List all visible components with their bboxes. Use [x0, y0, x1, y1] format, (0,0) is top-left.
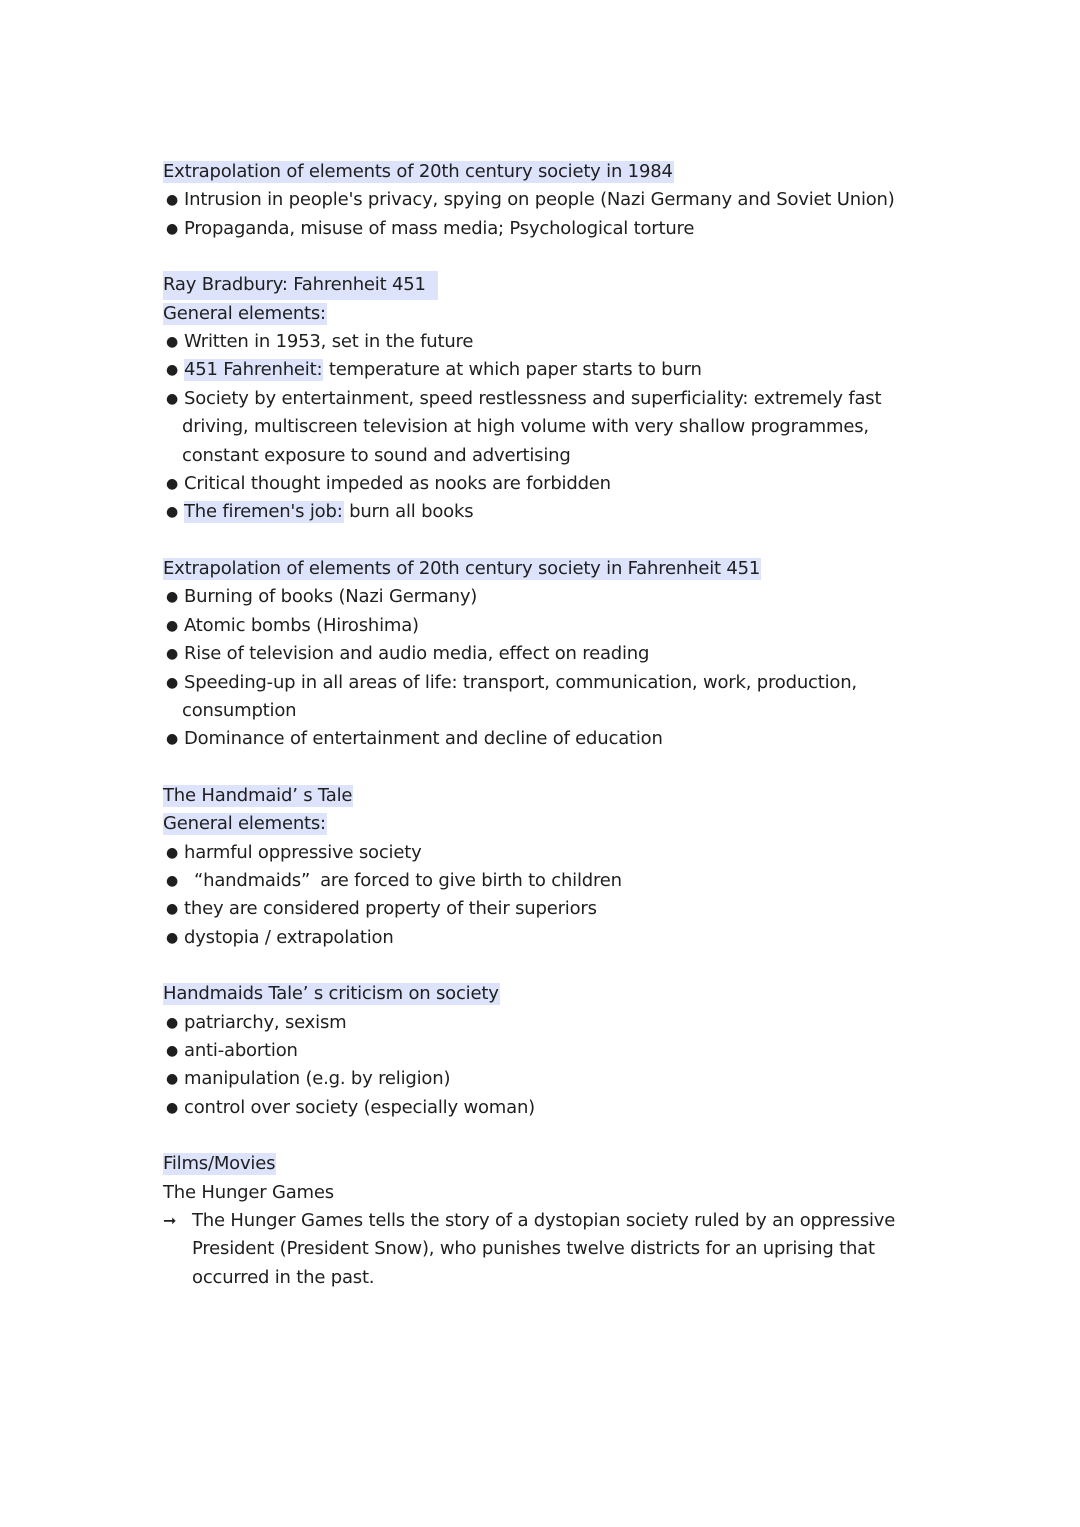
bullet-icon: ●	[166, 901, 179, 918]
bullet-list	[163, 1009, 963, 1123]
list-item: ● control over society (especially woman)	[163, 1094, 963, 1122]
list-item: ● harmful oppressive society	[163, 839, 963, 867]
bullet-icon: ●	[166, 334, 179, 351]
section-fahrenheit-extrapolation	[163, 555, 963, 754]
film-description: ➞ The Hunger Games tells the story of a dystopian society ruled by an oppressive President (President Snow), who punishes twelve districts for an uprising that occurred in the past.	[163, 1207, 963, 1292]
bullet-icon: ●	[166, 362, 179, 379]
list-item: ● Intrusion in people's privacy, spying on people (Nazi Germany and Soviet Union)	[163, 186, 963, 214]
section-handmaids-general	[163, 782, 963, 952]
bullet-list	[163, 328, 963, 527]
bullet-icon: ●	[166, 1042, 179, 1059]
list-item: ● Dominance of entertainment and decline of education	[163, 725, 963, 753]
section-handmaids-criticism	[163, 980, 963, 1122]
bullet-list	[163, 839, 963, 953]
list-item: ● Society by entertainment, speed restlessness and superficiality: extremely fast driving, multiscreen television at high volume with very shallow programmes, constant exposure to sound and advertising	[163, 385, 963, 470]
list-item: ● Written in 1953, set in the future	[163, 328, 963, 356]
bullet-icon: ●	[166, 844, 179, 861]
list-item: ● they are considered property of their superiors	[163, 895, 963, 923]
section-subheading: General elements:	[163, 813, 326, 835]
bullet-icon: ●	[166, 1014, 179, 1031]
highlighted-term: 451 Fahrenheit:	[184, 359, 323, 381]
section-heading: Extrapolation of elements of 20th century society in Fahrenheit 451	[163, 557, 761, 579]
section-heading: Extrapolation of elements of 20th century society in 1984	[163, 161, 673, 182]
section-heading: Handmaids Tale’ s criticism on society	[163, 983, 499, 1005]
list-item: ● Speeding-up in all areas of life: transport, communication, work, production, consumption	[163, 669, 963, 726]
bullet-icon: ●	[166, 617, 179, 634]
section-1984-extrapolation	[163, 158, 963, 243]
bullet-icon: ●	[166, 1099, 179, 1116]
list-item: ● “handmaids” are forced to give birth to children	[163, 867, 963, 895]
bullet-icon: ●	[166, 390, 179, 407]
bullet-list	[163, 186, 963, 243]
list-item: ● Propaganda, misuse of mass media; Psychological torture	[163, 215, 963, 243]
section-heading: The Handmaid’ s Tale	[163, 784, 353, 806]
section-fahrenheit-general	[163, 271, 963, 527]
list-item: ● The firemen's job: burn all books	[163, 498, 963, 526]
list-item: ● patriarchy, sexism	[163, 1009, 963, 1037]
section-heading: Films/Movies	[163, 1153, 276, 1175]
arrow-right-icon: ➞	[163, 1211, 177, 1230]
film-title: The Hunger Games	[163, 1181, 334, 1203]
list-item: ● manipulation (e.g. by religion)	[163, 1065, 963, 1093]
list-item: ● 451 Fahrenheit: temperature at which paper starts to burn	[163, 356, 963, 384]
bullet-icon: ●	[166, 1071, 179, 1088]
list-item: ● Critical thought impeded as nooks are forbidden	[163, 470, 963, 498]
bullet-icon: ●	[166, 872, 179, 889]
bullet-icon: ●	[166, 674, 179, 691]
bullet-icon: ●	[166, 192, 179, 209]
bullet-icon: ●	[166, 646, 179, 663]
list-item: ● Burning of books (Nazi Germany)	[163, 583, 963, 611]
bullet-icon: ●	[166, 220, 179, 237]
bullet-icon: ●	[166, 731, 179, 748]
bullet-icon: ●	[166, 589, 179, 606]
bullet-icon: ●	[166, 504, 179, 521]
bullet-list	[163, 583, 963, 753]
section-heading: Ray Bradbury: Fahrenheit 451	[163, 271, 438, 299]
bullet-icon: ●	[166, 929, 179, 946]
highlighted-term: The firemen's job:	[184, 501, 343, 523]
list-item: ● dystopia / extrapolation	[163, 924, 963, 952]
document-page	[163, 158, 963, 1292]
list-item: ● Atomic bombs (Hiroshima)	[163, 612, 963, 640]
list-item: ● Rise of television and audio media, effect on reading	[163, 640, 963, 668]
bullet-icon: ●	[166, 476, 179, 493]
section-films	[163, 1150, 963, 1292]
section-subheading: General elements:	[163, 302, 326, 324]
list-item: ● anti-abortion	[163, 1037, 963, 1065]
